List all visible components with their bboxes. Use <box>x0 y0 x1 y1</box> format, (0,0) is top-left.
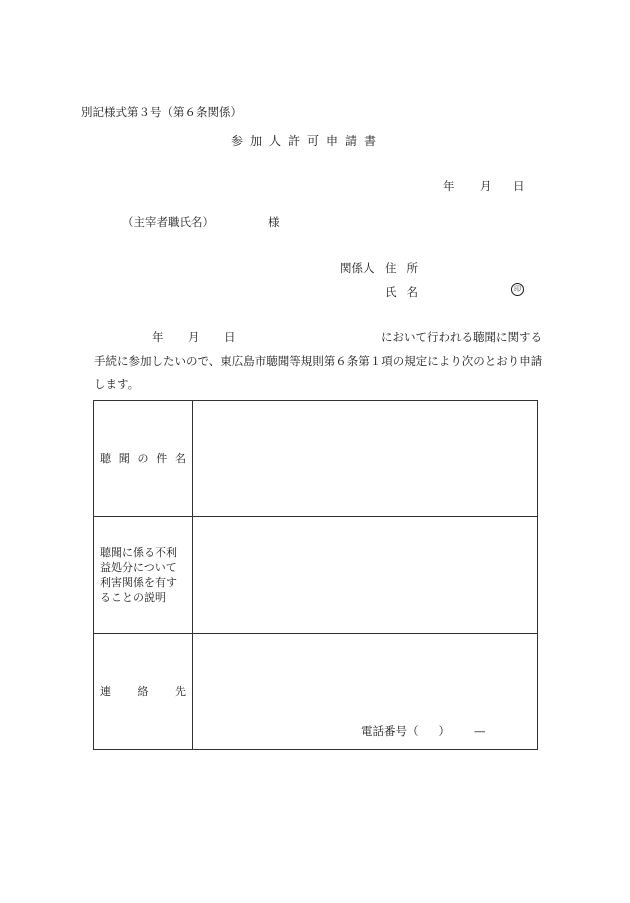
seal-mark: 印 <box>511 283 524 296</box>
title-char: 加 <box>250 134 263 148</box>
table-row <box>94 517 538 634</box>
label-char: 名 <box>175 452 186 465</box>
form-reference: 別記様式第３号（第６条関係） <box>81 105 242 119</box>
addressee-honorific: 様 <box>268 215 280 229</box>
body-text-line: します。 <box>94 377 140 391</box>
label-char: 先 <box>175 685 186 698</box>
body-day-label: 日 <box>224 330 236 344</box>
title-char: 請 <box>345 134 358 148</box>
interest-explanation-field[interactable] <box>193 517 538 634</box>
title-char: 可 <box>307 134 320 148</box>
label-char: 連 <box>100 685 111 698</box>
title-char: 申 <box>326 134 339 148</box>
date-day-label: 日 <box>513 179 525 193</box>
date-month-label: 月 <box>480 179 492 193</box>
table-row <box>94 401 538 517</box>
label-char: 件 <box>156 452 168 465</box>
contact-field[interactable] <box>193 634 538 750</box>
phone-label: 電話番号（ <box>361 724 419 738</box>
form-title <box>231 132 383 149</box>
title-char: 参 <box>231 134 244 148</box>
body-month-label: 月 <box>188 330 200 344</box>
label-line: ることの説明 <box>100 591 166 604</box>
body-text-line: において行われる聴聞に関する <box>381 330 542 344</box>
body-text-line: 手続に参加したいので、東広島市聴聞等規則第６条第１項の規定により次のとおり申請 <box>94 354 543 368</box>
label-char: の <box>137 452 149 465</box>
request-table <box>93 400 538 750</box>
hearing-subject-field[interactable] <box>193 401 538 517</box>
phone-close: ） <box>438 724 450 738</box>
title-char: 許 <box>288 134 301 148</box>
phone-number-line <box>361 723 486 739</box>
date-year-label: 年 <box>443 179 455 193</box>
table-row <box>94 634 538 750</box>
label-line: 利害関係を有す <box>100 576 177 589</box>
label-char: 聞 <box>118 452 130 465</box>
name-label: 氏名 <box>385 285 428 299</box>
title-char: 人 <box>269 134 282 148</box>
address-label: 住所 <box>385 261 428 275</box>
body-year-label: 年 <box>152 330 164 344</box>
hearing-subject-label <box>94 401 193 517</box>
interest-explanation-label <box>94 517 193 634</box>
phone-dash: — <box>474 724 486 738</box>
label-line: 聴聞に係る不利 <box>100 546 177 559</box>
party-label: 関係人 <box>340 261 375 275</box>
label-char: 聴 <box>100 452 111 465</box>
label-line: 益処分について <box>100 561 177 574</box>
addressee-label: （主宰者職氏名） <box>122 215 214 229</box>
title-char: 書 <box>364 134 377 148</box>
label-char: 絡 <box>137 685 149 698</box>
contact-label <box>94 634 193 750</box>
